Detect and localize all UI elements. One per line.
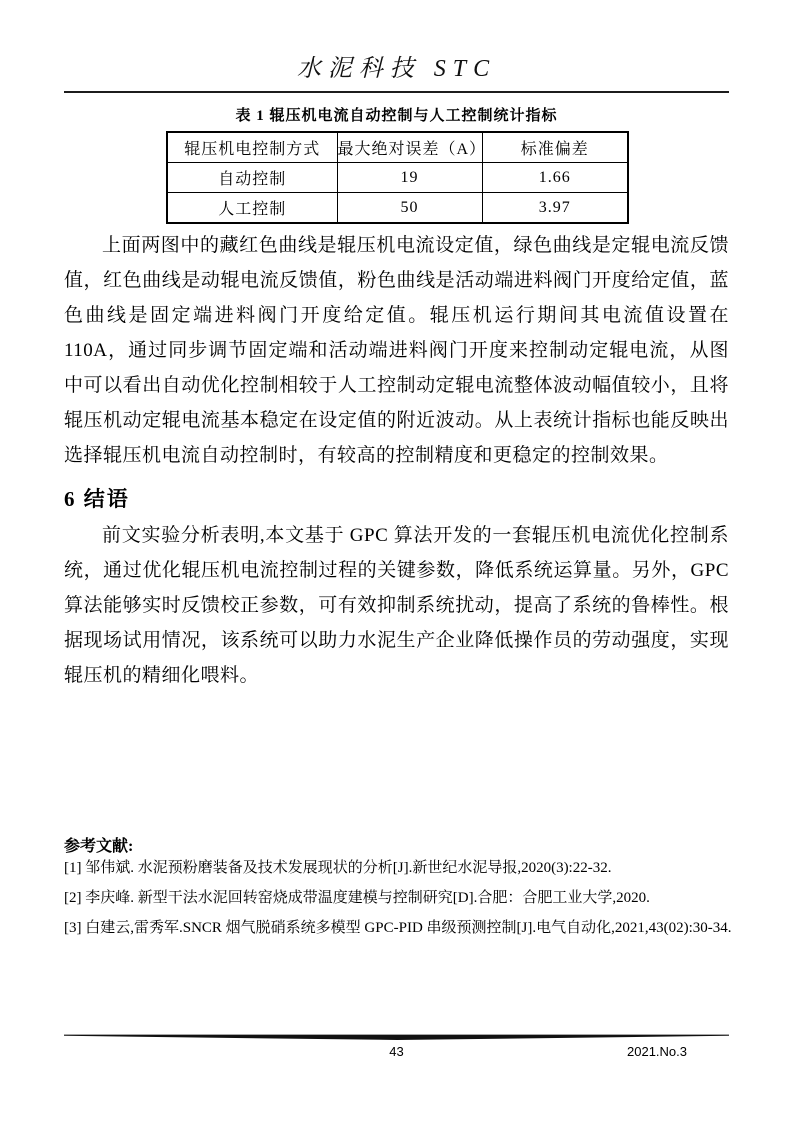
- table-header-max-abs-error: 最大绝对误差（A）: [337, 132, 482, 163]
- cell-method: 自动控制: [167, 163, 337, 193]
- section-heading-conclusion: 6 结语: [64, 487, 130, 511]
- stats-table: [166, 131, 629, 224]
- footer-tapered-rule: [64, 1032, 729, 1042]
- reference-item-1: [1] 邹伟斌. 水泥预粉磨装备及技术发展现状的分析[J].新世纪水泥导报,2020(3):22-32.: [64, 860, 612, 876]
- header-rule: [64, 91, 729, 93]
- cell-std-dev: 3.97: [482, 193, 628, 224]
- paragraph-conclusion: 前文实验分析表明,本文基于 GPC 算法开发的一套辊压机电流优化控制系统，通过优化辊压机电流控制过程的关键参数，降低系统运算量。另外，GPC 算法能够实时反馈校正参数，可有效抑制系统扰动，提高了系统的鲁棒性。根据现场试用情况，该系统可以助力水泥生产企业降低操作员的劳动强度，实现辊压机的精细化喂料。: [64, 525, 729, 686]
- journal-title: 水泥科技 STC: [296, 56, 497, 82]
- issue-number: 2021.No.3: [627, 1044, 687, 1059]
- cell-max-error: 50: [337, 193, 482, 224]
- reference-item-3: [3] 白建云,雷秀军.SNCR 烟气脱硝系统多模型 GPC-PID 串级预测控制[J].电气自动化,2021,43(02):30-34.: [64, 920, 732, 936]
- table-header-control-method: 辊压机电控制方式: [167, 132, 337, 163]
- reference-item-2: [2] 李庆峰. 新型干法水泥回转窑烧成带温度建模与控制研究[D].合肥：合肥工业大学,2020.: [64, 890, 650, 906]
- references-title: 参考文献:: [64, 838, 134, 855]
- table-caption: 表 1 辊压机电流自动控制与人工控制统计指标: [235, 108, 558, 124]
- cell-method: 人工控制: [167, 193, 337, 224]
- cell-max-error: 19: [337, 163, 482, 193]
- references-list: [64, 853, 736, 943]
- page-number: 43: [389, 1044, 404, 1059]
- cell-std-dev: 1.66: [482, 163, 628, 193]
- paragraph-curve-discussion: 上面两图中的藏红色曲线是辊压机电流设定值，绿色曲线是定辊电流反馈值，红色曲线是动辊电流反馈值，粉色曲线是活动端进料阀门开度给定值，蓝色曲线是固定端进料阀门开度给定值。辊压机运行期间其电流值设置在 110A，通过同步调节固定端和活动端进料阀门开度来控制动定辊电流，从图中可以看出自动优化控制相较于人工控制动定辊电流整体波动幅值较小，且将辊压机动定辊电流基本稳定在设定值的附近波动。从上表统计指标也能反映出选择辊压机电流自动控制时，有较高的控制精度和更稳定的控制效果。: [64, 235, 729, 466]
- table-header-row: [167, 132, 628, 163]
- table-row-auto-control: [167, 163, 628, 193]
- table-row-manual-control: [167, 193, 628, 224]
- table-header-std-deviation: 标准偏差: [482, 132, 628, 163]
